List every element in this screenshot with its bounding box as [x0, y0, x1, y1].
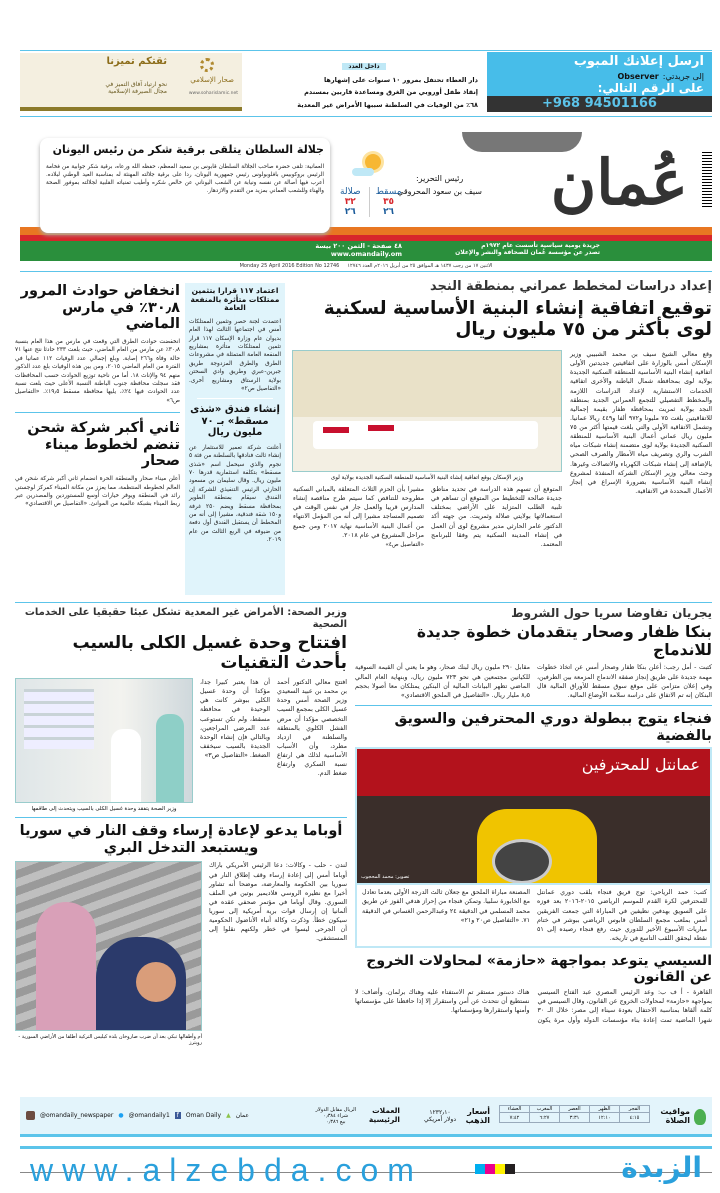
- gold-label: أسعار الذهب: [465, 1107, 490, 1126]
- traffic-body: انخفضت حوادث الطرق التي وقعت في مارس من هذا العام بنسبة ٣٠٫٨٪ عن مارس من العام الماضي، حيث بلغت ٢٣٣ حادثا نتج عنها ٧١ حالة وفاة و٢٦٦ إصابة. وبلغ إجمالي عدد الوفيات ١١٢ عمانيا في الفترة من العام الماضي ٢٠١٥، ومن بين هذه الوفيات بلغ عدد الذكور منهم ٩٤ والإناث ١٨. أما من ناحية توزيع الحوادث حسب المحافظات فقد سجلت محافظة جنوب الباطنة النسبة الأعلى حيث بلغت نسبة عدد الحوادث فيها ٢٤٪، يليها محافظة مسقط ١٩٫٥٪. «التفاصيل ص٦»: [15, 339, 181, 404]
- prayer-table: الفجر الظهر العصر المغرب العشاء ٤:١٥ ١٢:١٠ ٣:٣١ ٦:٢٧ ٧:٤٢: [499, 1105, 650, 1123]
- main-caption: وزير الإسكان يوقع اتفاقية إنشاء البنية الأساسية للمنطقة السكنية الجديدة بولاية لوى: [330, 475, 524, 481]
- shipping-story[interactable]: [15, 420, 180, 509]
- inside-item[interactable]: إنقاذ طفل أوروبي من الغرق ومساعدة قاربين بمسندم: [304, 88, 478, 97]
- main-body: وقع معالي الشيخ سيف بن محمد الشبيبي وزير الإسكان أمس بالوزارة على اتفاقيتين جديدتين الأولى اتفاقية إنشاء البنية الأساسية للمنطقة السكنية الجديدة بولاية لوى بمحافظة شمال الباطنة والأخرى اتفاقية الخدمات الاستشارية لإعداد الدراسات اللازمة والمخطط التفصيلي للتجمع العمراني الجديد بمنطقة النجد بولاية ثمريت بمحافظة ظفار بقيمة إجمالية للاتفاقيتين بلغت ٧٥ مليونا و٩٧٢ ألفا و٤٤٩ ريالا عمانيا. وتشمل الاتفاقية الأولى والتي بلغت قيمتها أكثر من ٧٥ مليون ريال عماني أعمال البنية الأساسية للمنطقة السكنية الجديدة بولاية لوى متضمنة إنشاء شبكات مياه الشرب والري وتصريف مياه الأمطار والصرف الصحي بالإضافة إلى إنشاء شبكات الكهرباء والاتصالات وغيرها. وحث معالي وزير الإسكان الشركة المنفذة لمشروع إنشاء البنية الأساسية بضرورة الإسراع في إنجاز الأعمال المحددة في الاتفاقية.: [570, 351, 712, 495]
- banks-kicker: يجريان تفاوضا سريا حول الشروط: [511, 606, 712, 620]
- instagram-link[interactable]: @omandaily_newspaper: [40, 1112, 114, 1119]
- facebook-link[interactable]: Oman Daily: [185, 1112, 222, 1119]
- sports-banner-text: عمانتل للمحترفين: [581, 755, 700, 775]
- footer-bar: [20, 1097, 712, 1137]
- bank-name: صحار الإسلامي: [190, 76, 234, 84]
- inside-item[interactable]: ٦٨٪ من الوفيات في السلطنة سببها الأمراض غير المعدية: [297, 100, 478, 109]
- main-photo: [292, 350, 562, 472]
- egypt-headline: السيسي يتوعد بمواجهة «حازمة» لمحاولات الخروج عن القانون: [366, 953, 712, 986]
- right-lower-column: [355, 607, 712, 1025]
- health-body: افتتح معالي الدكتور أحمد بن محمد بن عبيد السعيدي وزير الصحة أمس وحدة غسيل الكلى بمجمع السيب التخصصي مؤكدا أن مرض الفشل الكلوي بالمنطقة والسلطنة في ازدياد مطرد، وأن الأسباب الأساسية لذلك هي ارتفاع نسبة السكري وارتفاع ضغط الدم.: [277, 679, 347, 778]
- prayer-icon: [694, 1109, 706, 1125]
- syria-headline: أوباما يدعو لإعادة إرساء وقف النار في سوريا ويستبعد التدخل البري: [19, 823, 343, 856]
- gold-value: ١٢٣٢٫١٠ دولار أمريكي: [424, 1109, 456, 1123]
- watermark-logo: الزبدة: [621, 1151, 702, 1184]
- color-swatches: [475, 1164, 515, 1174]
- currency-label: العملات الرئيسية: [368, 1106, 400, 1124]
- lead-box-title: جلالة السلطان يتلقى برقية شكر من رئيس اليونان: [52, 143, 324, 156]
- classified-ad[interactable]: [487, 52, 712, 112]
- sidebox-title-1: اعتماد ١١٧ قرارا بتثمين ممتلكات متأثرة بالمنفعة العامة: [190, 286, 280, 313]
- sports-story[interactable]: [355, 711, 712, 948]
- health-body-2: أن هذا يعتبر كبيرا جدا، مؤكدا أن وحدة غسيل الكلى ببوشر كانت هي الوحيدة في محافظة مسقط، ولم تكن تستوعب عدد المرضى المراجعين، وبالتالي فإن إنشاء الوحدة الجديدة بالسيب سيخفف الضغط. «التفاصيل ص٣»: [200, 679, 270, 760]
- health-photo: [15, 678, 193, 803]
- left-top-column: [15, 283, 180, 509]
- traffic-story[interactable]: [15, 283, 180, 405]
- watermark: [20, 1150, 712, 1193]
- shipping-body: أعلن ميناء صحار والمنطقة الحرة انضمام ثاني أكبر شركة شحن في العالم لخطوطه المنتظمة، مما يعزز من مكانة الميناء كمركز لوجستي رائد في المنطقة ويوفر خيارات أوسع للمستوردين والمصدرين عبر ربط الميناء بشبكة عالمية من الموانئ. «التفاصيل ص الاقتصادي»: [15, 476, 180, 508]
- banks-story[interactable]: [355, 607, 712, 700]
- sports-caption: تصوير: محمد المحجوب: [361, 874, 410, 881]
- main-story[interactable]: [292, 280, 712, 595]
- left-lower-column: [15, 607, 347, 1046]
- prayer-label: مواقيت الصلاة: [660, 1107, 690, 1126]
- ad-phone: +968 94501166: [487, 96, 712, 112]
- sports-body: كتب: حمد الرياحي: توج فريق فنجاء بلقب دوري عمانتل للمحترفين لكرة القدم للموسم الرياضي ٢٠١٥-٢٠١٦ بعد فوزه على السويق بهدفين نظيفين في المباراة التي جمعت الفريقين أمس بملعب مجمع السلطان قابوس الرياضي ببوشر في ختام مباريات الأسبوع الأخير للدوري حيث رفع فنجاء رصيده إلى ٥١ نقطة ليحقق اللقب التاسع في تاريخه.: [537, 889, 707, 942]
- egypt-body: القاهرة - أ ف ب: وعد الرئيس المصري عبد الفتاح السيسي بمواجهة «حازمة» لمحاولات الخروج عن القانون، وقال السيسي في كلمة ألقاها بمناسبة الاحتفال بعودة سيناء إلى مصر: خلال الـ ٣٠ شهرا الماضية تمت إعادة بناء مؤسسات الدولة وأول مرة يكون هناك دستور مستقر تم الاستفتاء عليه وهناك برلمان. وأضاف: لا نستطيع أن نتحدث عن أمن واستقرار إلا إذا حافظنا على مؤسساتها وأمنها واستقرارها ومؤسساتها.: [355, 989, 712, 1024]
- main-headline: توقيع اتفاقية إنشاء البنية الأساسية لسكنية لوى بأكثر من ٧٥ مليون ريال: [323, 297, 712, 341]
- shipping-headline: ثاني أكبر شركة شحن تنضم لخطوط ميناء صحار: [27, 420, 180, 470]
- bank-web: www.soharislamic.net: [188, 91, 238, 96]
- weather-widget: مسقط ٣٥ ٢٦ صلالة ٣٢ ٢٦: [340, 187, 402, 217]
- lead-box[interactable]: [40, 138, 330, 233]
- bank-tagline: نحو ارتياد آفاق التميز في مجال الصيرفة الإسلامية: [105, 81, 167, 95]
- sidebox-body-2: أعلنت شركة تعمير للاستثمار عن إنشاء ثالث فنادقها بالسلطنة من فئة ٥ نجوم والذي سيحمل اسم «شذى مسقط» بتكلفة استثمارية قدرها ٧٠ مليون ريال. وقال سليمان بن مسعود الحارثي الرئيس التنفيذي للشركة إن الفندق سيقام بمنطقة الطوير بمحافظة مسقط ويضم ٢٥٠ غرفة و١٥٠ شقة فندقية، مشيرا إلى أنه من المخطط أن يستقبل الفندق أول دفعة من ضيوفه في الربع الثالث من عام ٢٠١٩.: [189, 444, 281, 544]
- ad-line2: إلى جريدتي:: [662, 72, 704, 81]
- sports-body-2: المصنعة مباراة الملحق مع جعلان ثالث الدرجة الأولى بعدما تعادل مع الخابورة سلبيا. وتمكن فنجاء من إحراز هدفي الفوز عن طريق محمد المسلمي في الدقيقة ٢٤ وعبدالرحمن الغساني في الدقيقة ٧١. «التفاصيل ص٢٠ و٢١»: [362, 889, 530, 924]
- sidebox-body-1: اعتمدت لجنة حصر وتثمين الممتلكات أمس في اجتماعها الثالث لهذا العام بديوان عام وزارة الإسكان ١١٧ قرار تثمين لممتلكات متأثرة بمشاريع المنفعة العامة المتمثلة في مشروعات الطرق والطرق المزدوجة طريق جبرين-عبري وطريق وادي السحتن بولاية الرستاق ومشاريع أخرى. «التفاصيل ص٢»: [189, 318, 281, 392]
- inside-item[interactable]: دار العطاء تحتفل بمرور ١٠ سنوات على إشهارها: [323, 76, 478, 84]
- main-body-2: المتوقع أن تسهم هذه الدراسة في تحديد مناطق جديدة صالحة للتخطيط من المتوقع أن تساهم في تلبية الطلب المتزايد على الأراضي بمختلف استعمالاتها بولايتي صلالة وثمريت. من جهته أكد الدكتور عامر الحارثي مدير مشروع لوى أن العمل في إنشاء المدينة السكنية يتم وفقا للبرنامج المعتمد.: [431, 486, 562, 548]
- instagram-icon: [26, 1111, 35, 1120]
- health-story[interactable]: [15, 607, 347, 812]
- side-box[interactable]: [185, 283, 285, 595]
- sports-text: [355, 885, 712, 948]
- twitter-icon: ●: [118, 1112, 124, 1119]
- app-store-icon: ▲: [226, 1112, 231, 1119]
- newspaper-logo: عُمان: [550, 146, 688, 219]
- bank-slogan: ثقتكم تميزنا: [106, 56, 167, 67]
- weather-cloud-icon: [352, 168, 374, 176]
- syria-body: لندن - حلب - وكالات: دعا الرئيس الأمريكي باراك أوباما أمس إلى إعادة إرساء وقف إطلاق النار في سوريا بين الحكومة والمعارضة، موضحا أنه تشاور أخيرا مع نظيره الروسي فلاديمير بوتين في الملف السوري. وقال أوباما في مؤتمر صحفي عقده في ألمانيا إن إرسال قوات برية أمريكية إلى سوريا سيكون خطأ. وذكرت وكالة أنباء الأناضول الحكومية أن الجرحى ليسوا في خطر ولكنهم نقلوا إلى المستشفى.: [209, 862, 347, 943]
- currency-values: الريال مقابل الدولار شراء ٠٫٣٨٤ بيع ٠٫٣٨٦: [315, 1107, 356, 1125]
- inside-label: داخل العدد: [342, 63, 385, 70]
- syria-caption: أم وأطفالها تبكي بعد أن ضرب صاروخان بلدة كيليس التركية أطلقا من الأراضي السورية - رويترز: [18, 1034, 202, 1047]
- sidebox-title-2: إنشاء فندق «شذى مسقط» بـ ٧٠ مليون ريال: [190, 404, 280, 439]
- tagline: جريدة يومية سياسية تأسست عام ١٩٧٢م تصدر عن مؤسسة عُمان للصحافة والنشر والإعلان: [455, 242, 600, 256]
- watermark-url: www.alzebda.com: [30, 1152, 423, 1188]
- facebook-icon: f: [176, 1112, 179, 1119]
- barcode: [702, 152, 712, 207]
- main-kicker: إعداد دراسات لمخطط عمراني بمنطقة النجد: [430, 279, 712, 294]
- traffic-headline: انخفاض حوادث المرور ٣٠٫٨٪ في مارس الماضي: [20, 283, 180, 333]
- lead-box-body: العمانية: تلقى حضرة صاحب الجلالة السلطان قابوس بن سعيد المعظم، حفظه الله ورعاه، برقية شكر جوابية من فخامة الرئيس بروكوبيس بافلوبولوس رئيس جمهورية اليونان، ردا على برقية جلالته المهنئة له بمناسبة العيد الوطني لبلاده. أعرب فيها أصالة عن نفسه ونيابة عن الشعب اليوناني عن خالص شكره وأطيب تمنياته القلبية لجلالته بموفور الصحة والهناء وللشعب العماني بمزيد من التقدم والازدهار.: [46, 163, 324, 194]
- price: ٤٨ صفحة - الثمن ٢٠٠ بيسة www.omandaily.om: [315, 242, 402, 258]
- ad-line1: ارسل إعلانك المبوب: [573, 54, 704, 69]
- banks-body-2: مقابل ٢٩٠ مليون ريال لبنك صحار، وهو ما يعني أن القيمة السوقية للكيانين مجتمعين هي نحو ٧٢٣ مليون ريال، وبنهاية العام المالي الماضي تظهر البيانات المالية أن البنكين يمتلكان معا أصولا بحجم ٨٫٥ مليار ريال. «التفاصيل في الملحق الاقتصادي»: [355, 664, 531, 699]
- twitter-link[interactable]: @omandaily1: [128, 1112, 170, 1119]
- date-line: Monday 25 April 2016 Edition No 12746 الاثنين ١٧ من رجب ١٤٣٧ هـ الموافق ٢٥ من أبريل ٢٠١٦م العدد ١٢٧٤٦: [239, 263, 493, 269]
- ad-line3: على الرقم التالي:: [597, 81, 704, 95]
- masthead: [20, 132, 712, 262]
- health-headline: افتتاح وحدة غسيل الكلى بالسيب بأحدث التقنيات: [72, 633, 347, 673]
- syria-photo: [15, 861, 202, 1031]
- egypt-story[interactable]: [355, 953, 712, 1025]
- inside-issue: [250, 53, 478, 109]
- bank-ad[interactable]: [20, 53, 242, 111]
- editor-info: رئيس التحرير: سيف بن سعود المحروقي: [397, 174, 482, 196]
- banks-headline: بنكا ظفار وصحار يتقدمان خطوة جديدة للاندماج: [416, 622, 712, 659]
- app-link[interactable]: عمان: [235, 1112, 249, 1119]
- main-details[interactable]: «التفاصيل ص٤»: [385, 541, 424, 548]
- sports-headline: فنجاء يتوج ببطولة دوري المحترفين والسويق بالفضية: [394, 710, 712, 744]
- bank-logo-icon: [200, 58, 214, 72]
- main-body-3: مشيرا بأن الحزم الثلاث المتعلقة بالمباني السكنية مطروحة للتناقص كما سيتم طرح مناقصة إنشاء المدارس قريبا والعمل جار في نفس الوقت في تصميم المساجد مشيرا إلى أنه من المؤمل الانتهاء من أعمال البنية الأساسية نهاية ٢٠١٧ ومن جميع مراحل المشروع في عام ٢٠١٨.: [293, 486, 424, 539]
- health-kicker: وزير الصحة: الأمراض غير المعدية تشكل عبئا حقيقيا على الخدمات الصحية: [24, 607, 347, 630]
- health-caption: وزير الصحة يتفقد وحدة غسيل الكلى بالسيب ويتحدث إلى طاقمها: [31, 806, 177, 813]
- observer-logo: Observer: [617, 72, 659, 81]
- sports-photo: [355, 747, 712, 885]
- banks-body: كتبت - أمل رجب: أعلن بنكا ظفار وصحار أمس عن اتخاذ خطوات مهمة جديدة على طريق إنجاز صفقة الاندماج المزمعة بين الطرفين، وفي إعلان متزامن على موقع سوق مسقط للأوراق المالية قال البنكان إنه تم الاتفاق على دراسة سلامة الأوضاع المالية.: [537, 664, 712, 699]
- social-links: [26, 1111, 249, 1120]
- syria-story[interactable]: [15, 823, 347, 1046]
